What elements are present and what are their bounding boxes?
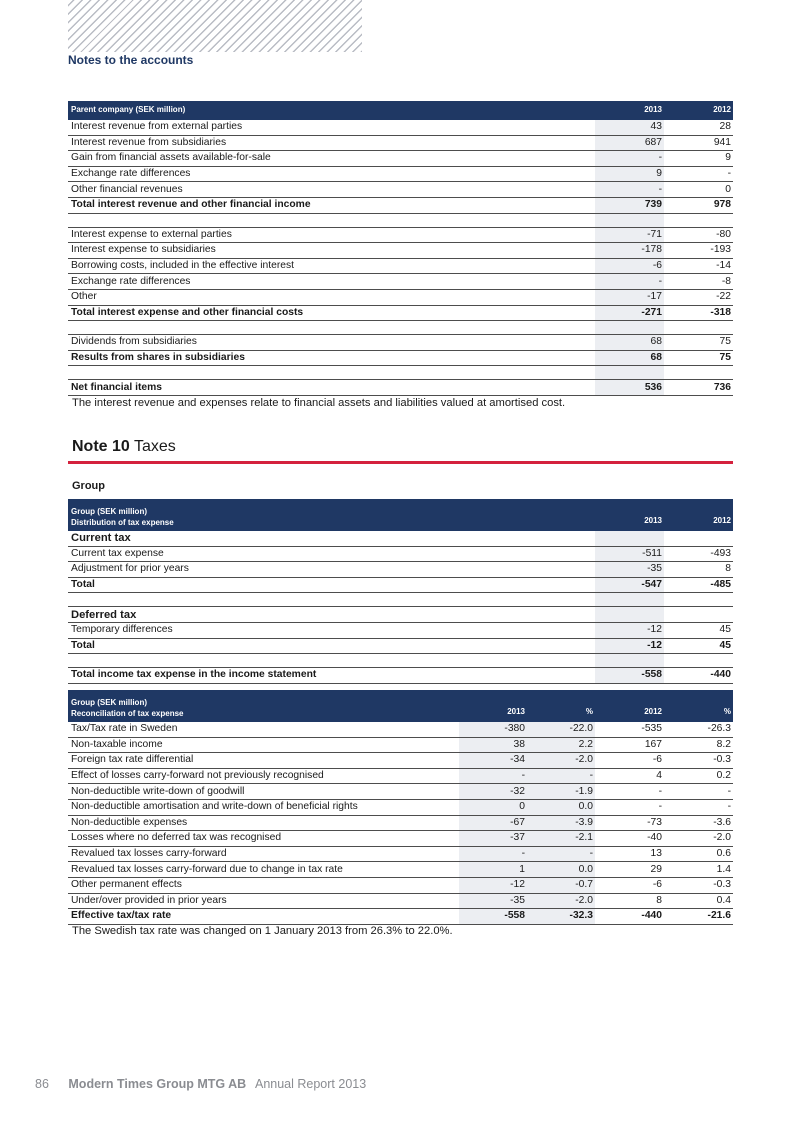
table-row: [68, 258, 733, 274]
spacer-row: [68, 654, 733, 668]
row-label: Interest expense to external parties: [68, 227, 595, 243]
page-footer: [35, 1077, 366, 1091]
header-label: Parent company (SEK million): [68, 101, 595, 120]
table-row: [68, 166, 733, 182]
value-2013: -547: [595, 577, 664, 593]
row-label: Under/over provided in prior years: [68, 893, 459, 909]
row-label: Total interest expense and other financial costs: [68, 305, 595, 321]
row-label: Net financial items: [68, 380, 595, 396]
pct-2013: -32.3: [527, 909, 595, 925]
row-label: Total: [68, 577, 595, 593]
pct-2012: -21.6: [664, 909, 733, 925]
row-label: Current tax: [68, 531, 595, 546]
row-label: Non-deductible expenses: [68, 815, 459, 831]
pct-2013: -22.0: [527, 722, 595, 737]
header-year-2012: 2012: [595, 690, 664, 722]
value-2013: -: [595, 182, 664, 198]
value-2013: -: [459, 768, 527, 784]
table-row: [68, 893, 733, 909]
row-label: Interest revenue from subsidiaries: [68, 135, 595, 151]
row-label: Effect of losses carry-forward not previously recognised: [68, 768, 459, 784]
value-2012: 75: [664, 335, 733, 351]
value-2013: 0: [459, 799, 527, 815]
pct-2013: -: [527, 846, 595, 862]
header-pct-2013: %: [527, 690, 595, 722]
table-row: [68, 151, 733, 167]
header-line-1: Group (SEK million): [71, 698, 147, 707]
header-line-2: Reconciliation of tax expense: [71, 709, 184, 718]
row-label: Other financial revenues: [68, 182, 595, 198]
pct-2013: -2.0: [527, 753, 595, 769]
table-row: [68, 243, 733, 259]
header-label: [68, 499, 595, 531]
header-line-1: Group (SEK million): [71, 507, 147, 516]
row-label: Total interest revenue and other financial income: [68, 197, 595, 213]
value-2013: -271: [595, 305, 664, 321]
header-year-2013: 2013: [595, 101, 664, 120]
value-2013: -: [595, 274, 664, 290]
pct-2013: -0.7: [527, 877, 595, 893]
value-2012: 9: [664, 151, 733, 167]
pct-2012: 0.6: [664, 846, 733, 862]
value-2013: -12: [595, 638, 664, 654]
page-number: 86: [35, 1077, 49, 1091]
value-2012: 978: [664, 197, 733, 213]
value-2013: -558: [595, 668, 664, 684]
value-2012: 4: [595, 768, 664, 784]
pct-2013: -: [527, 768, 595, 784]
pct-2013: 0.0: [527, 799, 595, 815]
table-row: [68, 815, 733, 831]
row-label: Foreign tax rate differential: [68, 753, 459, 769]
total-row: [68, 350, 733, 366]
row-label: Non-taxable income: [68, 737, 459, 753]
value-2012: 167: [595, 737, 664, 753]
table-row: [68, 227, 733, 243]
value-2012: -193: [664, 243, 733, 259]
subheading-row: [68, 607, 733, 623]
value-2012: -22: [664, 289, 733, 305]
group-label: Group: [72, 480, 105, 492]
value-2012: 45: [664, 622, 733, 638]
table-row: [68, 831, 733, 847]
pct-2012: 1.4: [664, 862, 733, 878]
row-label: Tax/Tax rate in Sweden: [68, 722, 459, 737]
value-2012: -: [664, 166, 733, 182]
interest-note-text: The interest revenue and expenses relate to financial assets and liabilities valued at amortised cost.: [72, 397, 566, 409]
row-label: Other permanent effects: [68, 877, 459, 893]
parent-company-financial-table: [68, 101, 733, 396]
row-label: Non-deductible amortisation and write-down of beneficial rights: [68, 799, 459, 815]
total-row: [68, 638, 733, 654]
value-2013: -6: [595, 258, 664, 274]
section-title: Notes to the accounts: [68, 53, 194, 67]
row-label: Total: [68, 638, 595, 654]
row-label: Exchange rate differences: [68, 274, 595, 290]
header-year-2012: 2012: [664, 499, 733, 531]
value-2013: -17: [595, 289, 664, 305]
header-line-2: Distribution of tax expense: [71, 518, 174, 527]
value-2013: 739: [595, 197, 664, 213]
note-title: Taxes: [133, 438, 176, 455]
table-row: [68, 877, 733, 893]
total-income-tax-row: [68, 668, 733, 684]
row-label: Borrowing costs, included in the effective interest: [68, 258, 595, 274]
row-label: Total income tax expense in the income statement: [68, 668, 595, 684]
value-2012: -: [595, 784, 664, 800]
value-2012: -318: [664, 305, 733, 321]
table-row: [68, 784, 733, 800]
value-2013: 68: [595, 335, 664, 351]
header-year-2012: 2012: [664, 101, 733, 120]
row-label: Interest expense to subsidiaries: [68, 243, 595, 259]
pct-2013: 0.0: [527, 862, 595, 878]
value-2012: -6: [595, 877, 664, 893]
row-label: Gain from financial assets available-for-sale: [68, 151, 595, 167]
value-2013: 38: [459, 737, 527, 753]
value-2012: -440: [664, 668, 733, 684]
table-row: [68, 546, 733, 562]
pct-2012: -0.3: [664, 753, 733, 769]
value-2012: 28: [664, 120, 733, 135]
pct-2013: -2.0: [527, 893, 595, 909]
table-row: [68, 289, 733, 305]
table-row: [68, 846, 733, 862]
row-label: Temporary differences: [68, 622, 595, 638]
report-title: Annual Report 2013: [254, 1077, 367, 1091]
value-2013: -34: [459, 753, 527, 769]
value-2013: 1: [459, 862, 527, 878]
value-2013: -558: [459, 909, 527, 925]
spacer-row: [68, 593, 733, 607]
header-pct-2012: %: [664, 690, 733, 722]
value-2012: 736: [664, 380, 733, 396]
tax-reconciliation-table: [68, 690, 733, 925]
row-label: Non-deductible write-down of goodwill: [68, 784, 459, 800]
header-year-2013: 2013: [459, 690, 527, 722]
value-2013: -35: [459, 893, 527, 909]
pct-2013: -1.9: [527, 784, 595, 800]
net-financial-items-row: [68, 380, 733, 396]
value-2012: 29: [595, 862, 664, 878]
value-2012: -535: [595, 722, 664, 737]
table-row: [68, 335, 733, 351]
tax-expense-distribution-table: [68, 499, 733, 684]
value-2013: -12: [595, 622, 664, 638]
value-2012: 8: [595, 893, 664, 909]
tax-rate-note-text: The Swedish tax rate was changed on 1 January 2013 from 26.3% to 22.0%.: [72, 925, 453, 937]
table-row: [68, 274, 733, 290]
pct-2012: 0.4: [664, 893, 733, 909]
row-label: Revalued tax losses carry-forward due to change in tax rate: [68, 862, 459, 878]
table-row: [68, 622, 733, 638]
value-2012: -: [595, 799, 664, 815]
value-2013: -380: [459, 722, 527, 737]
value-2013: -71: [595, 227, 664, 243]
header-hatch-pattern: [68, 0, 362, 52]
pct-2012: 0.2: [664, 768, 733, 784]
value-2012: -6: [595, 753, 664, 769]
note-divider: [68, 461, 733, 464]
row-label: Adjustment for prior years: [68, 562, 595, 578]
value-2013: -35: [595, 562, 664, 578]
table-row: [68, 562, 733, 578]
value-2012: -14: [664, 258, 733, 274]
value-2013: 9: [595, 166, 664, 182]
value-2012: 13: [595, 846, 664, 862]
value-2012: 941: [664, 135, 733, 151]
table-row: [68, 722, 733, 737]
value-2013: -: [595, 151, 664, 167]
header-label: [68, 690, 459, 722]
table-header-row: [68, 101, 733, 120]
pct-2013: 2.2: [527, 737, 595, 753]
value-2013: 536: [595, 380, 664, 396]
subheading-row: [68, 531, 733, 546]
row-label: Deferred tax: [68, 607, 595, 623]
value-2012: -485: [664, 577, 733, 593]
row-label: Other: [68, 289, 595, 305]
value-2012: 45: [664, 638, 733, 654]
value-2012: 0: [664, 182, 733, 198]
pct-2012: 8.2: [664, 737, 733, 753]
row-label: Revalued tax losses carry-forward: [68, 846, 459, 862]
spacer-row: [68, 366, 733, 380]
value-2013: 68: [595, 350, 664, 366]
table-row: [68, 120, 733, 135]
row-label: Losses where no deferred tax was recognised: [68, 831, 459, 847]
total-row: [68, 305, 733, 321]
value-2012: -40: [595, 831, 664, 847]
pct-2012: -3.6: [664, 815, 733, 831]
effective-tax-row: [68, 909, 733, 925]
row-label: Effective tax/tax rate: [68, 909, 459, 925]
note-10-heading: [72, 438, 176, 456]
pct-2012: -: [664, 784, 733, 800]
spacer-row: [68, 321, 733, 335]
value-2013: -12: [459, 877, 527, 893]
table-row: [68, 135, 733, 151]
total-row: [68, 577, 733, 593]
pct-2013: -2.1: [527, 831, 595, 847]
table-header-row: [68, 499, 733, 531]
value-2012: 8: [664, 562, 733, 578]
row-label: Dividends from subsidiaries: [68, 335, 595, 351]
table-row: [68, 799, 733, 815]
value-2012: -73: [595, 815, 664, 831]
value-2012: -440: [595, 909, 664, 925]
pct-2012: -: [664, 799, 733, 815]
row-label: Results from shares in subsidiaries: [68, 350, 595, 366]
value-2013: 687: [595, 135, 664, 151]
row-label: Exchange rate differences: [68, 166, 595, 182]
value-2013: 43: [595, 120, 664, 135]
value-2012: 75: [664, 350, 733, 366]
table-header-row: [68, 690, 733, 722]
table-row: [68, 182, 733, 198]
table-row: [68, 737, 733, 753]
header-year-2013: 2013: [595, 499, 664, 531]
value-2012: -8: [664, 274, 733, 290]
row-label: Current tax expense: [68, 546, 595, 562]
value-2013: -37: [459, 831, 527, 847]
value-2013: -511: [595, 546, 664, 562]
pct-2012: -0.3: [664, 877, 733, 893]
table-row: [68, 862, 733, 878]
value-2013: -67: [459, 815, 527, 831]
company-name: Modern Times Group MTG AB: [68, 1077, 247, 1091]
value-2012: -493: [664, 546, 733, 562]
table-row: [68, 768, 733, 784]
pct-2013: -3.9: [527, 815, 595, 831]
note-number: Note 10: [72, 438, 130, 455]
pct-2012: -2.0: [664, 831, 733, 847]
value-2013: -178: [595, 243, 664, 259]
pct-2012: -26.3: [664, 722, 733, 737]
total-row: [68, 197, 733, 213]
value-2012: -80: [664, 227, 733, 243]
row-label: Interest revenue from external parties: [68, 120, 595, 135]
table-row: [68, 753, 733, 769]
value-2013: -: [459, 846, 527, 862]
spacer-row: [68, 213, 733, 227]
value-2013: -32: [459, 784, 527, 800]
